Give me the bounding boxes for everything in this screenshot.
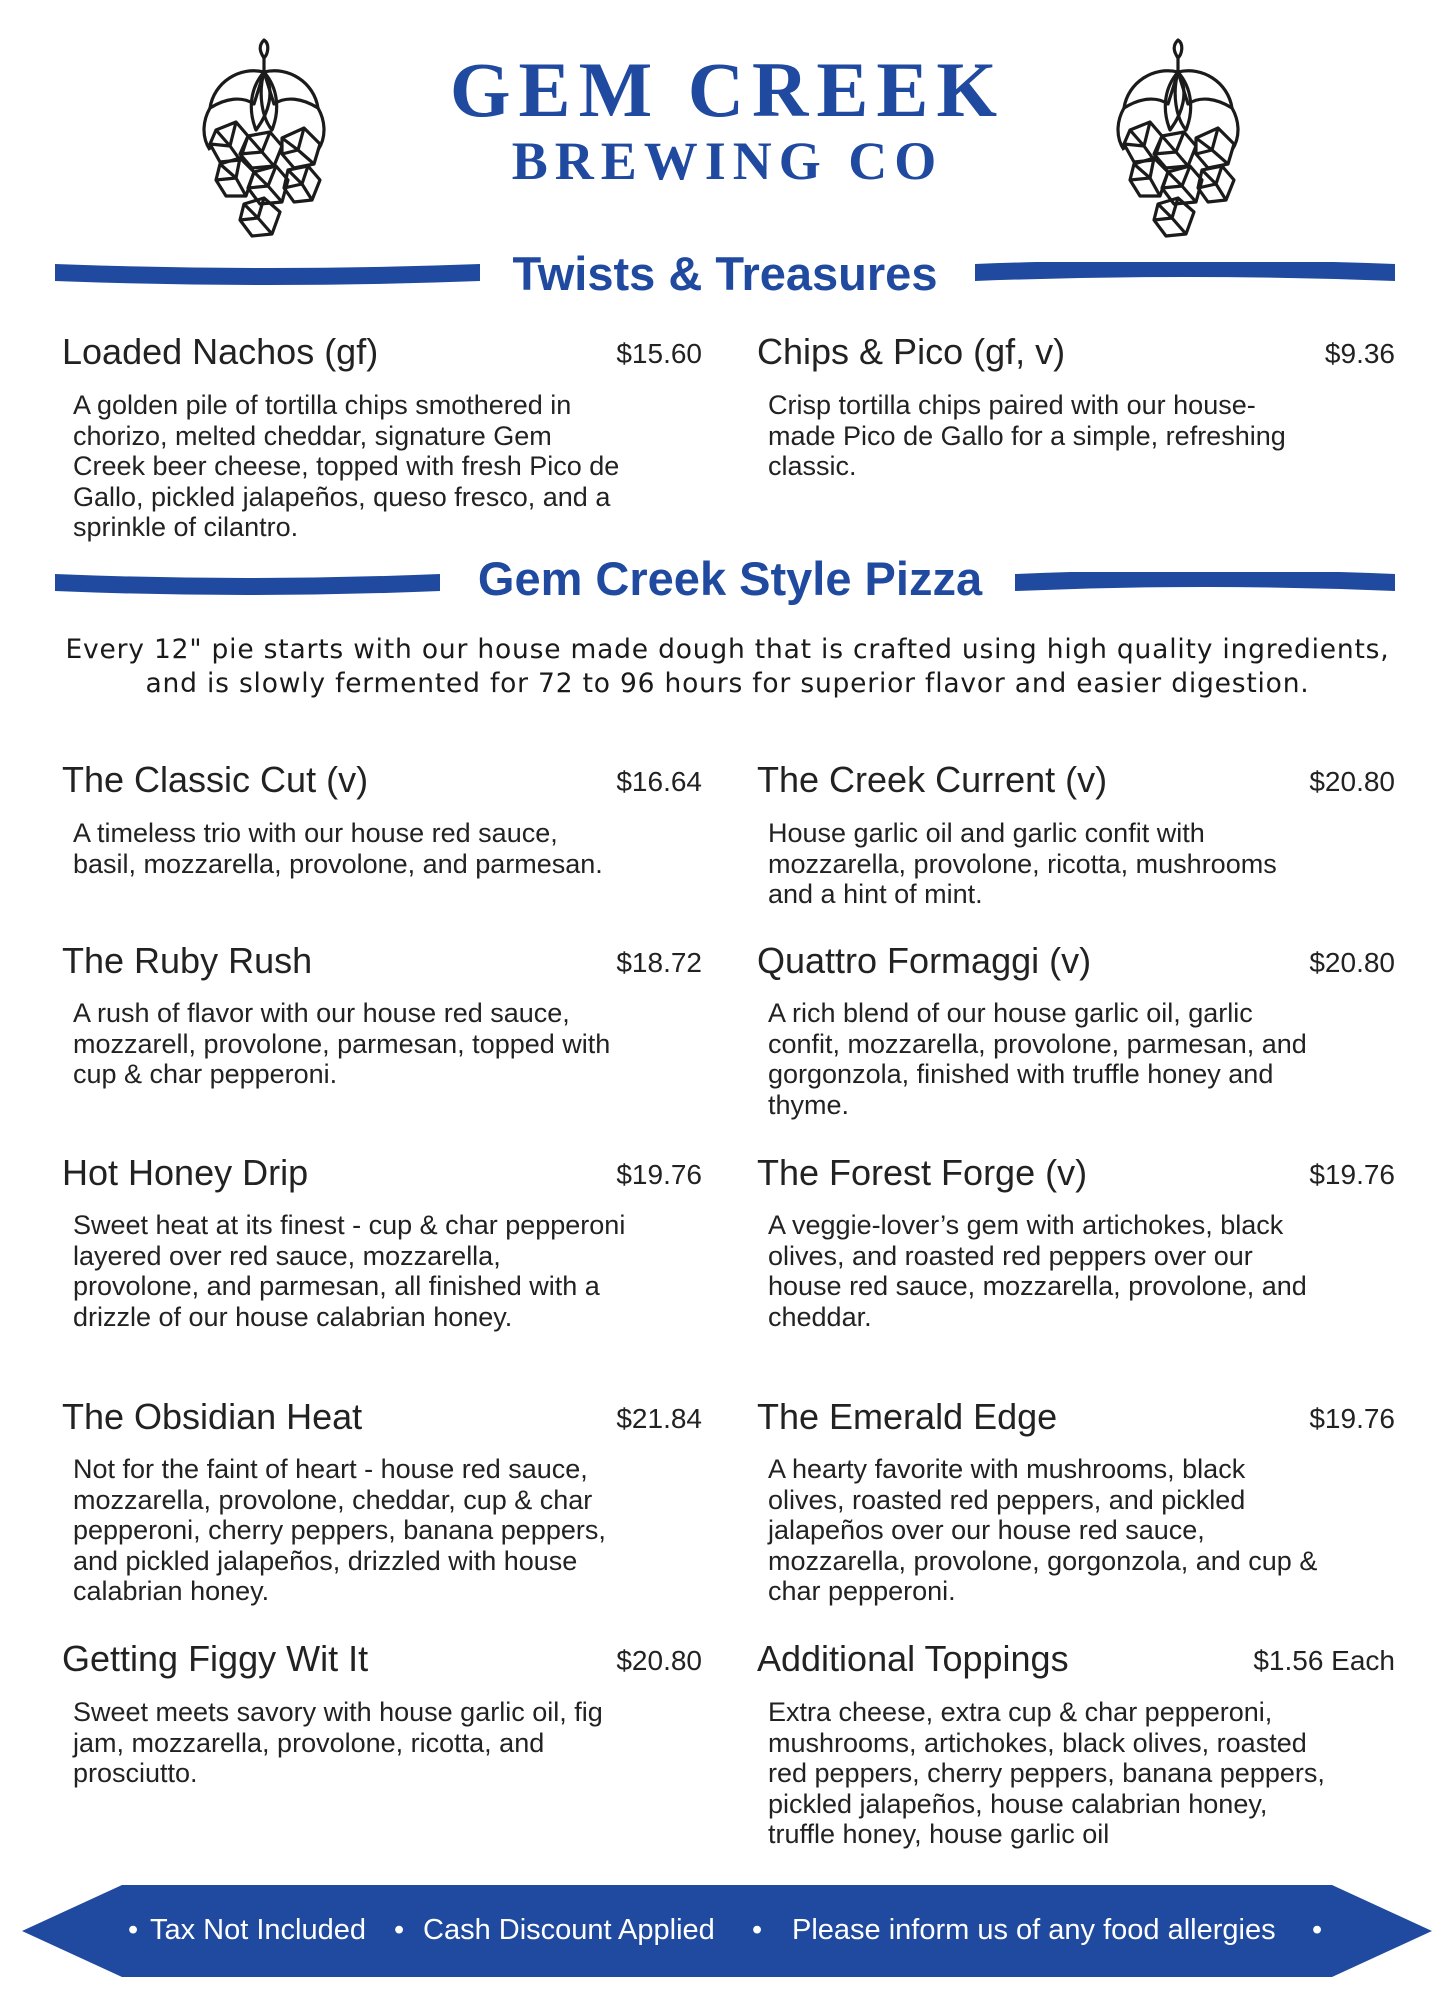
menu-item-price: $15.60 bbox=[616, 338, 702, 369]
menu-item-name: Chips & Pico (gf, v) bbox=[757, 331, 1066, 372]
menu-item-description: Sweet meets savory with house garlic oil, fig jam, mozzarella, provolone, ricotta, and prosciutto. bbox=[73, 1697, 603, 1788]
section-divider-left bbox=[55, 262, 480, 288]
section-divider-right bbox=[975, 262, 1395, 288]
section-title-twists: Twists & Treasures bbox=[512, 247, 938, 300]
menu-item-name: Additional Toppings bbox=[757, 1638, 1069, 1679]
footer-bullet: • bbox=[394, 1914, 405, 1946]
menu-item-description: A veggie-lover’s gem with artichokes, black olives, and roasted red peppers over our house red sauce, mozzarella, provolone, and cheddar. bbox=[768, 1210, 1307, 1332]
menu-item-price: $20.80 bbox=[616, 1645, 702, 1676]
menu-item-price: $19.76 bbox=[1309, 1403, 1395, 1434]
menu-item-description: Sweet heat at its finest - cup & char pepperoni layered over red sauce, mozzarella, provolone, and parmesan, all finished with a drizzle of our house calabrian honey. bbox=[73, 1210, 626, 1332]
footer-bullet: • bbox=[752, 1914, 763, 1946]
menu-item-description: A timeless trio with our house red sauce, basil, mozzarella, provolone, and parmesan. bbox=[73, 818, 603, 879]
menu-item-price: $20.80 bbox=[1309, 766, 1395, 797]
menu-item-name: The Classic Cut (v) bbox=[62, 759, 369, 800]
menu-item-price: $19.76 bbox=[616, 1159, 702, 1190]
footer-note-cash-discount: Cash Discount Applied bbox=[423, 1914, 715, 1946]
brand-name-line1: GEM CREEK bbox=[449, 46, 1006, 133]
menu-item-description: A golden pile of tortilla chips smothered in chorizo, melted cheddar, signature Gem Creek beer cheese, topped with fresh Pico de Gallo, pickled jalapeños, queso fresco, and a sprinkle of cilantro. bbox=[73, 390, 620, 542]
pizza-intro-text: Every 12" pie starts with our house made dough that is crafted using high quality ingredients, and is slowly fermented for 72 to 96 hours for superior flavor and easier digestion. bbox=[65, 634, 1390, 699]
brand-name-line2: BREWING CO bbox=[511, 131, 944, 191]
menu-item-price: $16.64 bbox=[616, 766, 702, 797]
menu-item-name: Hot Honey Drip bbox=[62, 1152, 309, 1193]
menu-item-price: $18.72 bbox=[616, 947, 702, 978]
section-divider-right bbox=[1015, 572, 1395, 598]
menu-item-price: $1.56 Each bbox=[1253, 1645, 1395, 1676]
menu-item-description: A hearty favorite with mushrooms, black olives, roasted red peppers, and pickled jalapeños over our house red sauce, mozzarella, provolone, gorgonzola, and cup & char pepperoni. bbox=[768, 1454, 1318, 1606]
menu-item-price: $21.84 bbox=[616, 1403, 702, 1434]
section-divider-left bbox=[55, 572, 440, 598]
menu-item-name: The Obsidian Heat bbox=[62, 1396, 363, 1437]
footer-note-allergies: Please inform us of any food allergies bbox=[792, 1914, 1276, 1946]
menu-item-name: Loaded Nachos (gf) bbox=[62, 331, 379, 372]
footer-note-tax: Tax Not Included bbox=[150, 1914, 367, 1946]
menu-item-description: Not for the faint of heart - house red sauce, mozzarella, provolone, cheddar, cup & char pepperoni, cherry peppers, banana peppers, and pickled jalapeños, drizzled with house calabrian honey. bbox=[73, 1454, 606, 1606]
section-title-pizza: Gem Creek Style Pizza bbox=[477, 552, 983, 605]
menu-item-description: Extra cheese, extra cup & char pepperoni, mushrooms, artichokes, black olives, roasted red peppers, cherry peppers, banana peppers, pickled jalapeños, house calabrian honey, truffle honey, house garlic oil bbox=[768, 1697, 1325, 1849]
menu-item-description: House garlic oil and garlic confit with mozzarella, provolone, ricotta, mushrooms and a hint of mint. bbox=[768, 818, 1277, 909]
menu-item-price: $19.76 bbox=[1309, 1159, 1395, 1190]
menu-item-name: Getting Figgy Wit It bbox=[62, 1638, 369, 1679]
menu-item-price: $20.80 bbox=[1309, 947, 1395, 978]
menu-item-price: $9.36 bbox=[1324, 338, 1395, 369]
menu-item-description: A rich blend of our house garlic oil, garlic confit, mozzarella, provolone, parmesan, and gorgonzola, finished with truffle honey and thyme. bbox=[768, 998, 1307, 1120]
menu-item-name: The Forest Forge (v) bbox=[757, 1152, 1088, 1193]
footer-bullet: • bbox=[128, 1914, 139, 1946]
menu-item-description: Crisp tortilla chips paired with our house-made Pico de Gallo for a simple, refreshing classic. bbox=[768, 390, 1286, 481]
menu-item-name: The Creek Current (v) bbox=[757, 759, 1108, 800]
menu-item-name: The Emerald Edge bbox=[757, 1396, 1058, 1437]
footer-bullet: • bbox=[1312, 1914, 1323, 1946]
menu-item-description: A rush of flavor with our house red sauce, mozzarell, provolone, parmesan, topped with cup & char pepperoni. bbox=[73, 998, 611, 1089]
menu-item-name: The Ruby Rush bbox=[62, 940, 313, 981]
menu-item-name: Quattro Formaggi (v) bbox=[757, 940, 1092, 981]
